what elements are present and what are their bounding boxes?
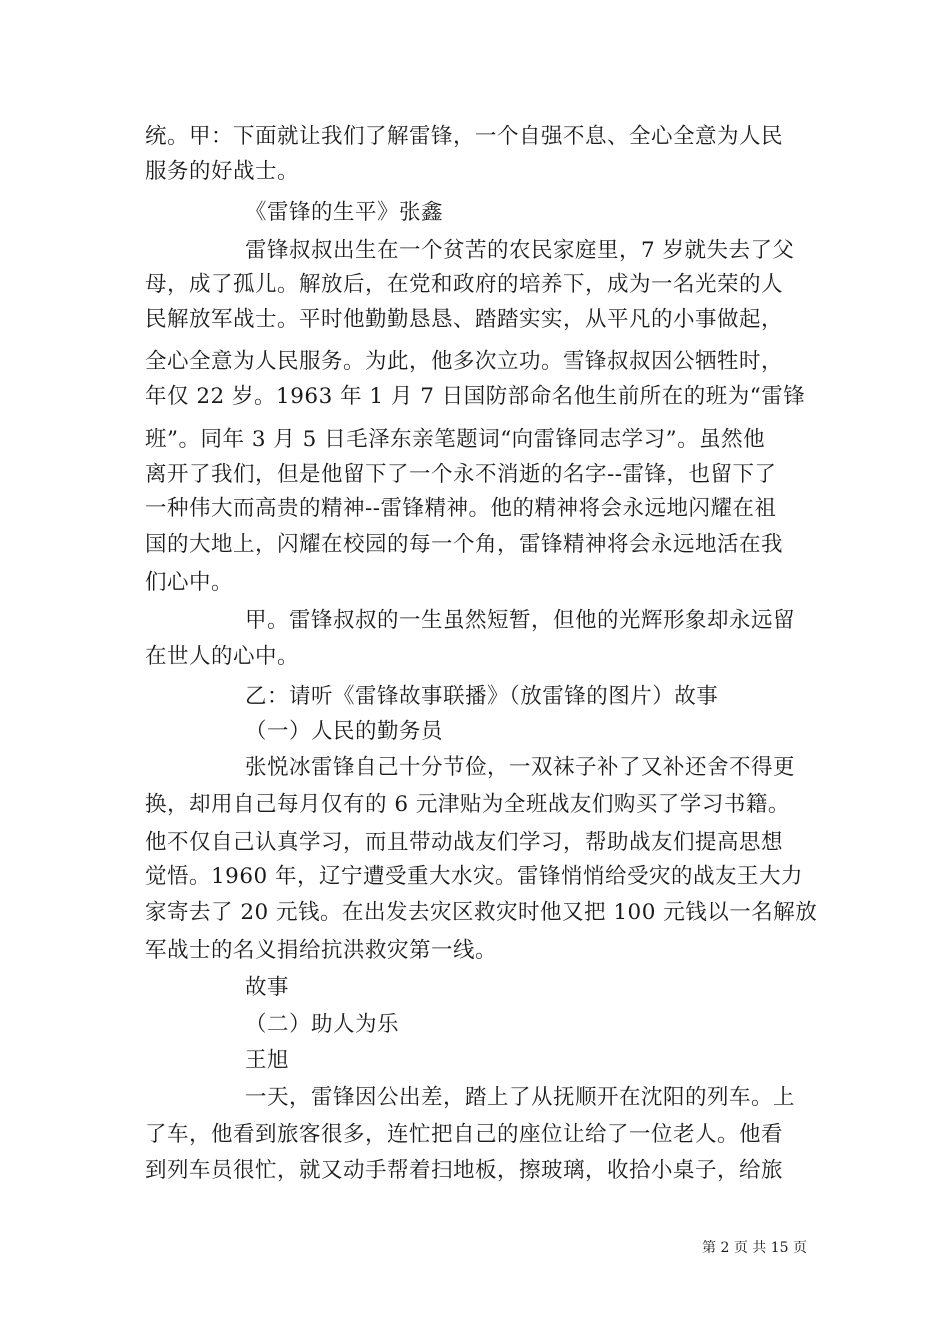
text-line: 乙：请听《雷锋故事联播》（放雷锋的图片）故事 [245,684,719,709]
section-heading: 故事 [245,975,290,1000]
text-line: 换，却用自己每月仅有的 6 元津贴为全班战友们购买了学习书籍。 [145,792,790,817]
section-heading: （二）助人为乐 [245,1012,400,1037]
text-line: 国的大地上，闪耀在校园的每一个角，雷锋精神将会永远地活在我 [145,532,784,557]
text-line: 在世人的心中。 [145,644,300,669]
text-line: 他不仅自己认真学习，而且带动战友们学习，帮助战友们提高思想 [145,830,784,855]
text-line: 雷锋叔叔出生在一个贫苦的农民家庭里，7 岁就失去了父 [245,238,795,263]
text-line: 们心中。 [145,570,234,595]
text-line: 离开了我们，但是他留下了一个永不消逝的名字--雷锋，也留下了 [145,462,777,487]
text-line: 家寄去了 20 元钱。在出发去灾区救灾时他又把 100 元钱以一名解放 [145,900,818,925]
text-line: 张悦冰雷锋自己十分节俭，一双袜子补了又补还舍不得更 [245,755,796,780]
text-line: 全心全意为人民服务。为此，他多次立功。雪锋叔叔因公牺牲时， [145,349,784,374]
section-heading: （一）人民的勤务员 [245,719,444,744]
text-line: 统。甲：下面就让我们了解雷锋，一个自强不息、全心全意为人民 [145,124,784,149]
text-line: 军战士的名义捐给抗洪救灾第一线。 [145,938,498,963]
text-line: 服务的好战士。 [145,159,300,184]
text-line: 甲。雷锋叔叔的一生虽然短暂，但他的光辉形象却永远留 [245,608,796,633]
text-line: 母，成了孤儿。解放后，在党和政府的培养下，成为一名光荣的人 [145,272,784,297]
text-line: 年仅 22 岁。1963 年 1 月 7 日国防部命名他生前所在的班为“雷锋 [145,384,806,409]
text-line: 觉悟。1960 年，辽宁遭受重大水灾。雷锋悄悄给受灾的战友王大力 [145,864,804,889]
page-number: 第 2 页 共 15 页 [702,1240,807,1256]
text-line: 一天，雷锋因公出差，踏上了从抚顺开在沈阳的列车。上 [245,1085,796,1110]
text-line: 班”。同年 3 月 5 日毛泽东亲笔题词“向雷锋同志学习”。虽然他 [145,427,766,452]
author-name: 王旭 [245,1048,290,1073]
text-line: 了车，他看到旅客很多，连忙把自己的座位让给了一位老人。他看 [145,1122,784,1147]
text-line: 一种伟大而高贵的精神--雷锋精神。他的精神将会永远地闪耀在祖 [145,496,777,521]
text-line: 民解放军战士。平时他勤勤恳恳、踏踏实实，从平凡的小事做起， [145,307,784,332]
text-line: 到列车员很忙，就又动手帮着扫地板，擦玻璃，收拾小桌子，给旅 [145,1158,784,1183]
section-heading: 《雷锋的生平》张鑫 [245,200,444,225]
